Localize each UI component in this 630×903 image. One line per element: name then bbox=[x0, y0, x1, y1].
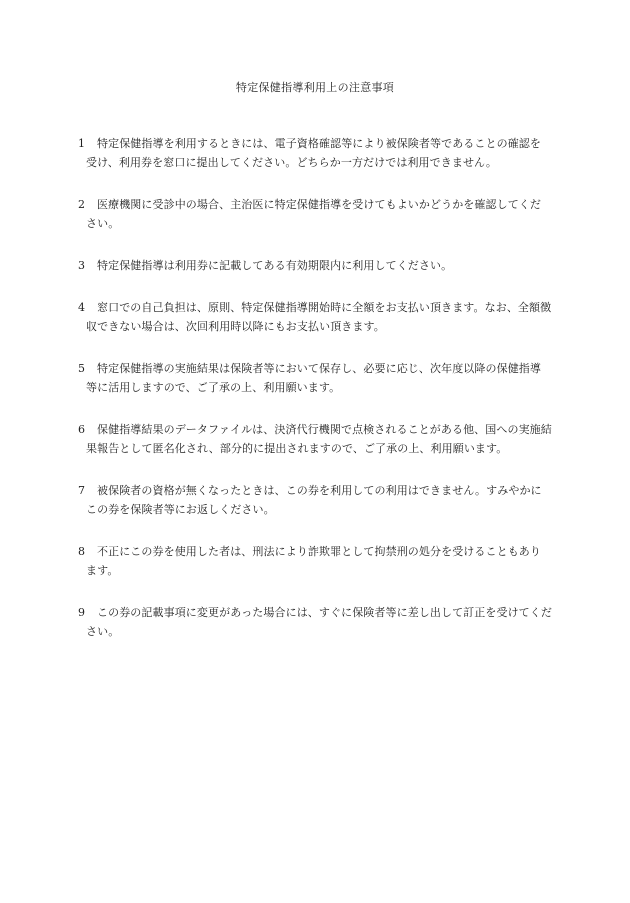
note-text: 保健指導結果のデータファイルは、決済代行機関で点検されることがある他、国への実施結果報告として匿名化され、部分的に提出されますので、ご了承の上、利用願います。 bbox=[86, 423, 552, 455]
note-item bbox=[78, 134, 552, 172]
document-title: 特定保健指導利用上の注意事項 bbox=[235, 81, 395, 94]
note-number: 6 bbox=[78, 423, 86, 436]
note-number: 8 bbox=[78, 545, 86, 558]
note-number: 3 bbox=[78, 259, 86, 272]
note-text: この券の記載事項に変更があった場合には、すぐに保険者等に差し出して訂正を受けてください。 bbox=[86, 606, 552, 638]
note-number: 1 bbox=[78, 137, 86, 150]
note-item bbox=[78, 256, 552, 275]
note-text: 不正にこの券を使用した者は、刑法により詐欺罪として拘禁刑の処分を受けることもあります。 bbox=[86, 545, 541, 577]
note-text: 窓口での自己負担は、原則、特定保健指導開始時に全額をお支払い頂きます。なお、全額徴収できない場合は、次回利用時以降にもお支払い頂きます。 bbox=[86, 301, 552, 333]
note-number: 4 bbox=[78, 301, 86, 314]
note-number: 9 bbox=[78, 606, 86, 619]
note-item bbox=[78, 603, 552, 641]
note-text: 特定保健指導の実施結果は保険者等において保存し、必要に応じ、次年度以降の保健指導等に活用しますので、ご了承の上、利用願います。 bbox=[86, 362, 541, 394]
note-item bbox=[78, 298, 552, 336]
note-item bbox=[78, 359, 552, 397]
note-item bbox=[78, 542, 552, 580]
note-number: 7 bbox=[78, 484, 86, 497]
note-text: 特定保健指導は利用券に記載してある有効期限内に利用してください。 bbox=[97, 259, 453, 272]
note-item bbox=[78, 481, 552, 519]
note-item bbox=[78, 195, 552, 233]
note-number: 2 bbox=[78, 198, 86, 211]
note-text: 被保険者の資格が無くなったときは、この券を利用しての利用はできません。すみやかにこの券を保険者等にお返しください。 bbox=[86, 484, 542, 516]
note-text: 医療機関に受診中の場合、主治医に特定保健指導を受けてもよいかどうかを確認してください。 bbox=[86, 198, 541, 230]
note-item bbox=[78, 420, 552, 458]
note-text: 特定保健指導を利用するときには、電子資格確認等により被保険者等であることの確認を受け、利用券を窓口に提出してください。どちらか一方だけでは利用できません。 bbox=[86, 137, 541, 169]
note-number: 5 bbox=[78, 362, 86, 375]
notes-list bbox=[78, 134, 552, 664]
